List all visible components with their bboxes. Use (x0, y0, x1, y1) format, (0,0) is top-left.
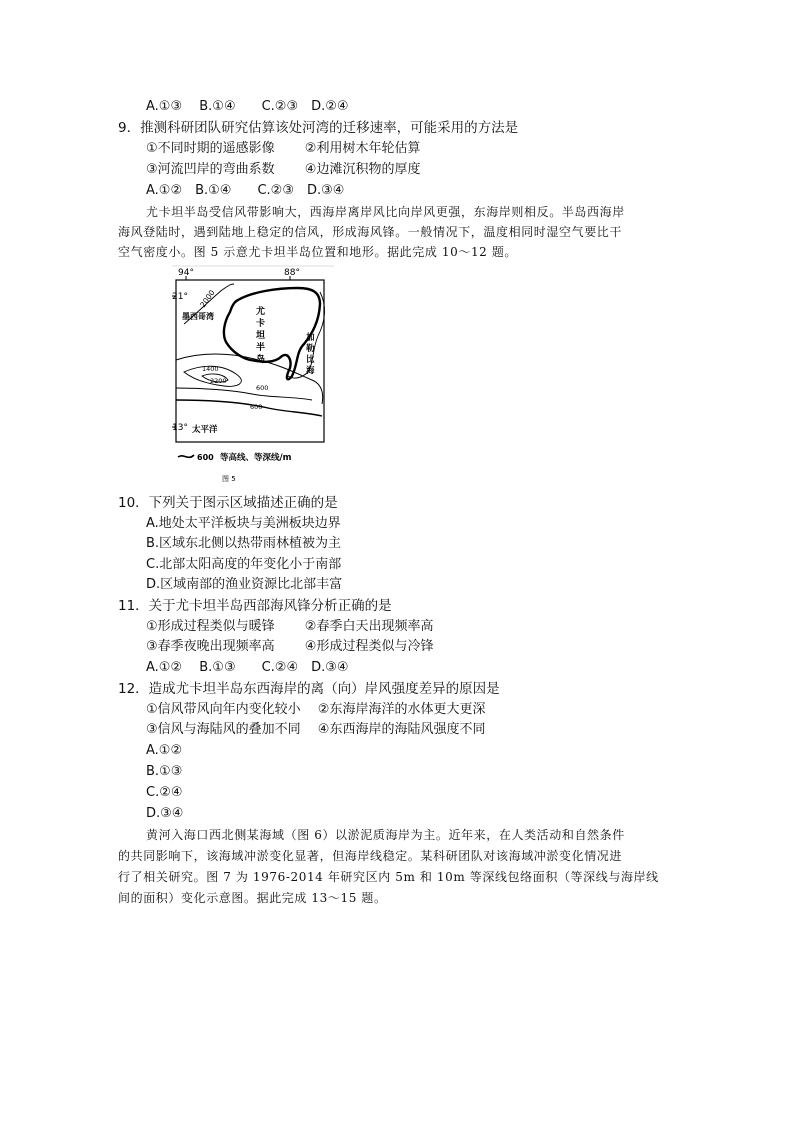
q9-items-row1: ①不同时期的遥感影像 ②利用树木年轮估算 (146, 141, 421, 156)
q12-option-a: A.①② (146, 743, 183, 758)
svg-text:加: 加 (306, 333, 315, 343)
q10-option-b: B.区域东北侧以热带雨林植被为主 (146, 536, 342, 551)
q12-items-row1: ①信风带风向年内变化较小 ②东海岸海洋的水体更大更深 (146, 702, 486, 717)
q11-items-row2: ③春季夜晚出现频率高 ④形成过程类似与冷锋 (146, 639, 434, 654)
svg-text:岛: 岛 (256, 355, 266, 365)
q9-items-row2: ③河流凹岸的弯曲系数 ④边滩沉积物的厚度 (146, 162, 421, 177)
svg-text:卡: 卡 (256, 319, 266, 329)
svg-text:尤: 尤 (256, 307, 266, 317)
isthmus-contour-outer (176, 354, 323, 404)
label-gulf-of-mexico: 墨西哥湾 (182, 312, 214, 321)
contour-label-1400: 1400 (202, 365, 219, 373)
svg-text:比: 比 (306, 355, 315, 365)
svg-text:坦: 坦 (256, 331, 266, 341)
q11-stem: 11．关于尤卡坦半岛西部海风锋分析正确的是 (118, 598, 392, 614)
q9-stem: 9．推测科研团队研究估算该处河湾的迁移速率，可能采用的方法是 (118, 120, 519, 136)
contour-label-2200: 2200 (210, 377, 227, 385)
passage-yucatan-line1: 尤卡坦半岛受信风带影响大，西海岸离岸风比向岸风更强，东海岸则相反。半岛西海岸 (146, 205, 625, 219)
q12-option-d: D.③④ (146, 806, 184, 821)
label-yucatan-peninsula (255, 305, 265, 365)
passage-yellow-river-line4: 间的面积）变化示意图。据此完成 13～15 题。 (118, 891, 387, 905)
contour-label-2000: 2000 (198, 288, 217, 310)
q11-items-row1: ①形成过程类似与暖锋 ②春季白天出现频率高 (146, 619, 434, 634)
q12-option-c: C.②④ (146, 785, 183, 800)
svg-text:勒: 勒 (306, 344, 315, 354)
q11-options: A.①② B.①③ C.②④ D.③④ (146, 660, 349, 675)
passage-yellow-river-line3: 行了相关研究。图 7 为 1976-2014 年研究区内 5m 和 10m 等深线包络面积（等深线与海岸线 (118, 870, 659, 884)
label-pacific-ocean: 太平洋 (192, 425, 218, 435)
passage-yucatan-line3: 空气密度小。图 5 示意尤卡坦半岛位置和地形。据此完成 10～12 题。 (118, 245, 518, 259)
lon-88: 88° (284, 268, 300, 278)
q12-items-row2: ③信风与海陆风的叠加不同 ④东西海岸的海陆风强度不同 (146, 722, 486, 737)
lon-94: 94° (178, 268, 194, 278)
q12-option-b: B.①③ (146, 764, 183, 779)
q10-option-d: D.区域南部的渔业资源比北部丰富 (146, 577, 343, 592)
figure-5-caption: 图 5 (222, 475, 236, 483)
legend-line-icon (178, 455, 194, 457)
svg-text:海: 海 (306, 366, 315, 376)
contour-label-600a: 600 (256, 384, 269, 392)
q10-stem: 10．下列关于图示区域描述正确的是 (118, 495, 338, 511)
q10-option-a: A.地处太平洋板块与美洲板块边界 (146, 516, 341, 531)
q8-options: A.①③ B.①④ C.②③ D.②④ (146, 99, 349, 114)
pacific-coast (176, 400, 322, 416)
passage-yellow-river-line2: 的共同影响下，该海域冲淤变化显著，但海岸线稳定。某科研团队对该海域冲淤变化情况进 (118, 849, 623, 863)
svg-text:半: 半 (256, 343, 266, 353)
q10-option-c: C.北部太阳高度的年变化小于南部 (146, 557, 342, 572)
figure-5-yucatan-map (172, 264, 334, 486)
lat-13: 13° (172, 423, 188, 433)
passage-yellow-river-line1: 黄河入海口西北侧某海域（图 6）以淤泥质海岸为主。近年来，在人类活动和自然条件 (146, 828, 625, 842)
legend-value: 600 (197, 453, 214, 462)
contour-label-600b: 600 (250, 403, 263, 411)
q9-options: A.①② B.①④ C.②③ D.③④ (146, 183, 345, 198)
passage-yucatan-line2: 海风登陆时，遇到陆地上稳定的信风，形成海风锋。一般情况下，温度相同时湿空气要比干 (118, 225, 623, 239)
lat-21: 21° (172, 292, 188, 302)
contour-600 (176, 388, 312, 400)
q12-stem: 12．造成尤卡坦半岛东西海岸的离（向）岸风强度差异的原因是 (118, 681, 500, 697)
legend-text: 等高线、等深线/m (220, 453, 292, 463)
